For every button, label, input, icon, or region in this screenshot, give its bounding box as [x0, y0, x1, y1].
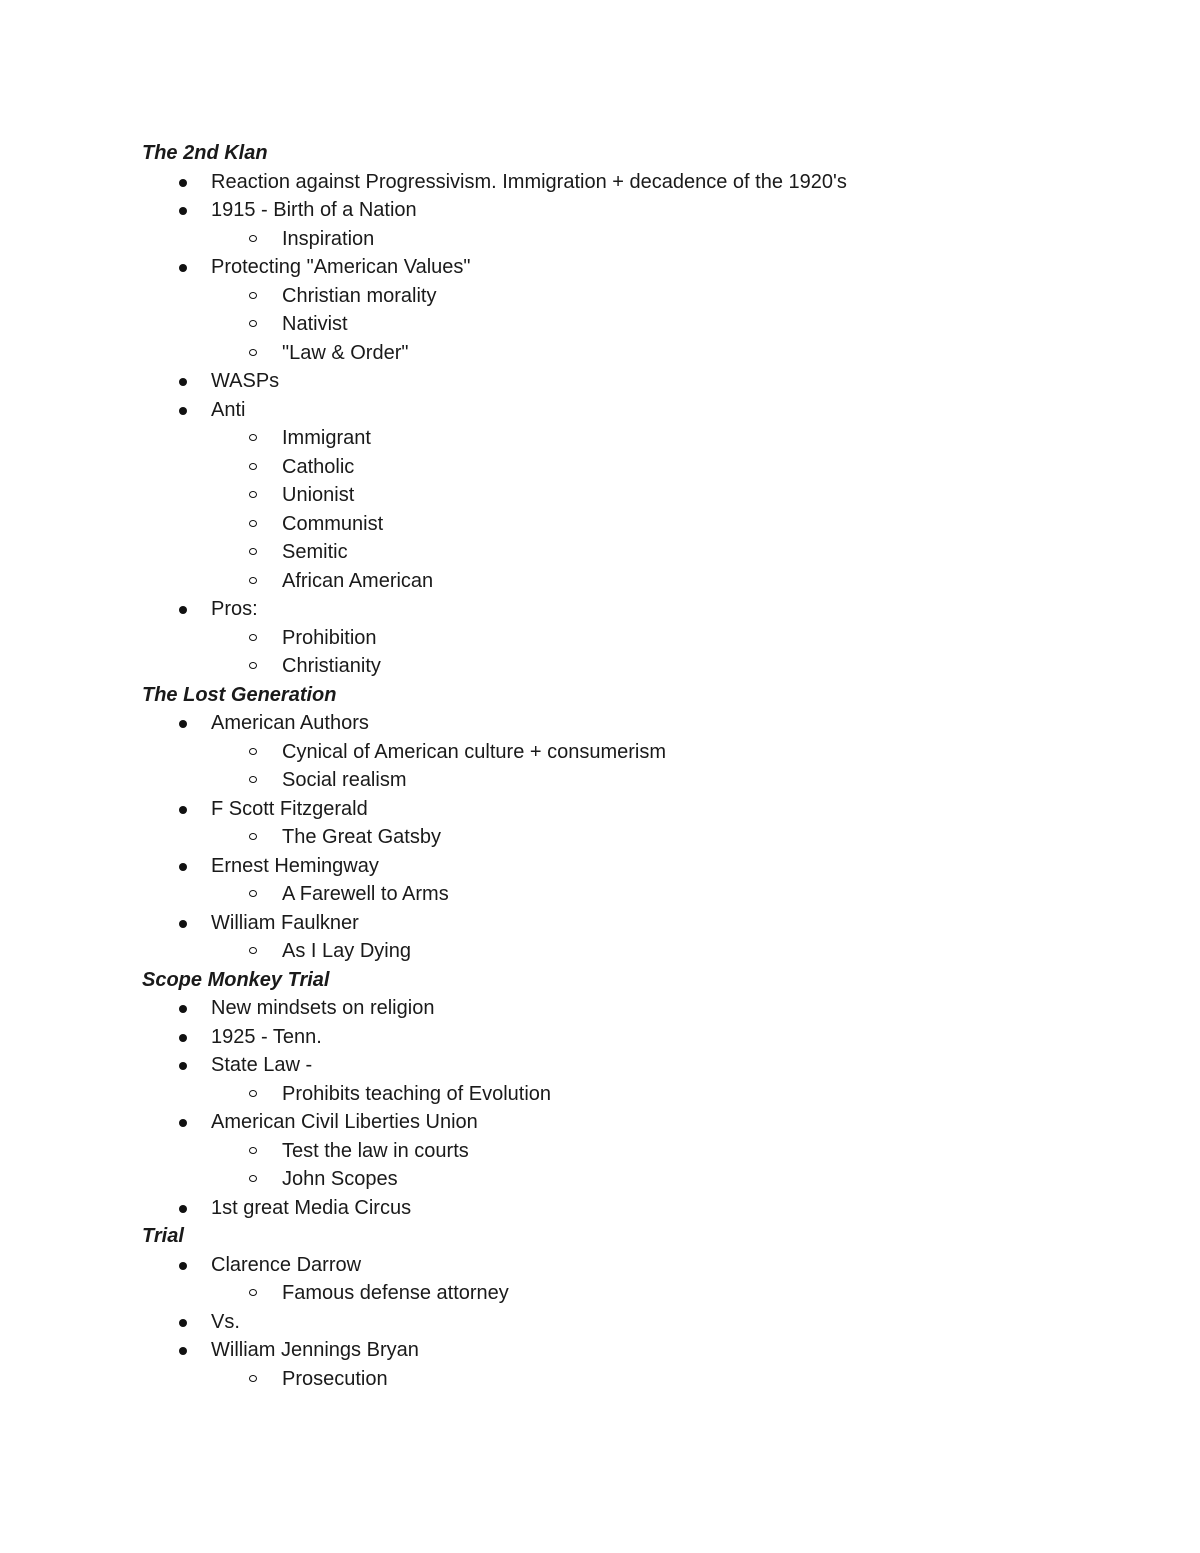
- list-item-text: 1st great Media Circus: [211, 1196, 412, 1219]
- list-item-row: [142, 1251, 1122, 1280]
- sub-list-item-text: Famous defense attorney: [282, 1282, 509, 1304]
- list-item-text: Protecting "American Values": [211, 256, 471, 278]
- sub-list-item-text: Social realism: [282, 769, 407, 791]
- sub-list-item-text: Inspiration: [282, 227, 375, 250]
- list-item: [142, 1308, 1122, 1337]
- sub-list-item-text: Semitic: [282, 541, 348, 563]
- sub-list-item-text: Prohibits teaching of Evolution: [282, 1082, 552, 1105]
- sub-bullet-list: [142, 282, 1122, 368]
- list-item-row: [142, 1308, 1122, 1337]
- hollow-bullet-icon: [249, 577, 257, 584]
- sub-list-item: [142, 1279, 1122, 1308]
- list-item-row: [142, 909, 1122, 938]
- list-item-text: American Authors: [211, 712, 369, 734]
- note-section: [142, 966, 1122, 1223]
- hollow-bullet-icon: [249, 434, 257, 441]
- hollow-bullet-icon: [249, 1147, 257, 1154]
- sub-list-item-text: A Farewell to Arms: [282, 883, 449, 905]
- hollow-bullet-icon: [249, 634, 257, 641]
- sub-list-item: [142, 339, 1122, 368]
- sub-list-item: [142, 481, 1122, 510]
- sub-list-item-text: Prosecution: [282, 1367, 388, 1390]
- filled-bullet-icon: [179, 407, 187, 415]
- list-item: [142, 909, 1122, 966]
- list-item: [142, 367, 1122, 396]
- list-item-row: [142, 1051, 1122, 1080]
- list-item: [142, 1251, 1122, 1308]
- filled-bullet-icon: [179, 1062, 187, 1070]
- list-item: [142, 994, 1122, 1023]
- sub-bullet-list: [142, 1080, 1122, 1109]
- sub-list-item: [142, 510, 1122, 539]
- sub-list-item-text: "Law & Order": [282, 341, 409, 364]
- list-item-row: [142, 1194, 1122, 1223]
- filled-bullet-icon: [179, 179, 187, 187]
- list-item-row: [142, 709, 1122, 738]
- hollow-bullet-icon: [249, 520, 257, 527]
- sub-list-item: [142, 453, 1122, 482]
- sub-bullet-list: [142, 1137, 1122, 1194]
- sub-list-item-text: As I Lay Dying: [282, 940, 411, 962]
- hollow-bullet-icon: [249, 548, 257, 555]
- list-item-text: Reaction against Progressivism. Immigration + decadence of the 1920's: [211, 170, 847, 193]
- sub-list-item-text: Unionist: [282, 484, 355, 506]
- sub-list-item: [142, 1137, 1122, 1166]
- hollow-bullet-icon: [249, 947, 257, 954]
- list-item-row: [142, 994, 1122, 1023]
- hollow-bullet-icon: [249, 491, 257, 498]
- sub-bullet-list: [142, 1279, 1122, 1308]
- list-item-text: Clarence Darrow: [211, 1253, 362, 1276]
- sub-list-item: [142, 880, 1122, 909]
- list-item-text: F Scott Fitzgerald: [211, 797, 368, 820]
- sub-list-item-text: Nativist: [282, 313, 348, 335]
- hollow-bullet-icon: [249, 320, 257, 327]
- list-item: [142, 1194, 1122, 1223]
- hollow-bullet-icon: [249, 292, 257, 299]
- sub-list-item-text: John Scopes: [282, 1168, 398, 1190]
- filled-bullet-icon: [179, 806, 187, 814]
- list-item-row: [142, 1108, 1122, 1137]
- sub-list-item-text: Cynical of American culture + consumerism: [282, 740, 667, 763]
- list-item-text: William Faulkner: [211, 911, 359, 934]
- sub-list-item-text: Test the law in courts: [282, 1139, 469, 1162]
- filled-bullet-icon: [179, 720, 187, 728]
- list-item: [142, 595, 1122, 681]
- note-section: [142, 681, 1122, 966]
- filled-bullet-icon: [179, 920, 187, 928]
- filled-bullet-icon: [179, 264, 187, 272]
- list-item: [142, 1051, 1122, 1108]
- list-item-text: New mindsets on religion: [211, 997, 435, 1019]
- list-item: [142, 852, 1122, 909]
- sub-list-item: [142, 738, 1122, 767]
- sub-list-item: [142, 624, 1122, 653]
- hollow-bullet-icon: [249, 463, 257, 470]
- list-item-row: [142, 253, 1122, 282]
- sub-list-item: [142, 1365, 1122, 1394]
- list-item-row: [142, 795, 1122, 824]
- hollow-bullet-icon: [249, 1175, 257, 1182]
- sub-list-item-text: Christianity: [282, 655, 381, 677]
- sub-list-item: [142, 823, 1122, 852]
- list-item: [142, 196, 1122, 253]
- list-item: [142, 1336, 1122, 1393]
- sub-bullet-list: [142, 1365, 1122, 1394]
- filled-bullet-icon: [179, 1119, 187, 1127]
- list-item-text: State Law -: [211, 1054, 313, 1076]
- sub-list-item: [142, 424, 1122, 453]
- sub-list-item-text: Immigrant: [282, 427, 371, 449]
- section-heading: The 2nd Klan: [142, 142, 268, 164]
- hollow-bullet-icon: [249, 1375, 257, 1382]
- filled-bullet-icon: [179, 207, 187, 215]
- sub-list-item-text: Prohibition: [282, 626, 377, 649]
- sub-list-item-text: The Great Gatsby: [282, 826, 441, 848]
- hollow-bullet-icon: [249, 1289, 257, 1296]
- sub-bullet-list: [142, 823, 1122, 852]
- hollow-bullet-icon: [249, 776, 257, 783]
- list-item-row: [142, 1336, 1122, 1365]
- bullet-list: [142, 1251, 1122, 1394]
- list-item-row: [142, 168, 1122, 197]
- hollow-bullet-icon: [249, 235, 257, 242]
- bullet-list: [142, 709, 1122, 966]
- list-item-row: [142, 396, 1122, 425]
- sub-list-item: [142, 567, 1122, 596]
- sub-list-item: [142, 766, 1122, 795]
- list-item-row: [142, 1023, 1122, 1052]
- list-item: [142, 709, 1122, 795]
- list-item-row: [142, 196, 1122, 225]
- sub-list-item: [142, 310, 1122, 339]
- sub-list-item: [142, 538, 1122, 567]
- bullet-list: [142, 168, 1122, 681]
- filled-bullet-icon: [179, 1005, 187, 1013]
- note-section: [142, 139, 1122, 681]
- filled-bullet-icon: [179, 1205, 187, 1213]
- sub-list-item-text: Christian morality: [282, 284, 437, 307]
- list-item: [142, 396, 1122, 596]
- filled-bullet-icon: [179, 863, 187, 871]
- filled-bullet-icon: [179, 1034, 187, 1042]
- sub-list-item: [142, 1080, 1122, 1109]
- document-body: [142, 139, 1122, 1393]
- sub-list-item: [142, 282, 1122, 311]
- hollow-bullet-icon: [249, 1090, 257, 1097]
- filled-bullet-icon: [179, 1262, 187, 1270]
- list-item-text: Anti: [211, 398, 246, 421]
- list-item-text: Ernest Hemingway: [211, 854, 379, 877]
- sub-bullet-list: [142, 424, 1122, 595]
- list-item-text: WASPs: [211, 370, 280, 392]
- filled-bullet-icon: [179, 1319, 187, 1327]
- filled-bullet-icon: [179, 606, 187, 614]
- list-item-text: William Jennings Bryan: [211, 1339, 419, 1361]
- hollow-bullet-icon: [249, 662, 257, 669]
- sub-bullet-list: [142, 880, 1122, 909]
- list-item: [142, 253, 1122, 367]
- list-item: [142, 168, 1122, 197]
- sub-list-item: [142, 1165, 1122, 1194]
- sub-bullet-list: [142, 225, 1122, 254]
- list-item-row: [142, 595, 1122, 624]
- filled-bullet-icon: [179, 1347, 187, 1355]
- bullet-list: [142, 994, 1122, 1222]
- sub-list-item-text: Catholic: [282, 455, 355, 478]
- section-heading: Scope Monkey Trial: [142, 968, 330, 991]
- hollow-bullet-icon: [249, 349, 257, 356]
- list-item-text: American Civil Liberties Union: [211, 1111, 478, 1133]
- sub-bullet-list: [142, 937, 1122, 966]
- sub-list-item: [142, 225, 1122, 254]
- note-section: [142, 1222, 1122, 1393]
- list-item-text: 1925 - Tenn.: [211, 1025, 322, 1048]
- sub-list-item: [142, 652, 1122, 681]
- sub-list-item: [142, 937, 1122, 966]
- list-item: [142, 1023, 1122, 1052]
- hollow-bullet-icon: [249, 833, 257, 840]
- sub-list-item-text: African American: [282, 569, 434, 592]
- section-heading: Trial: [142, 1225, 184, 1247]
- list-item-text: Vs.: [211, 1310, 240, 1333]
- list-item: [142, 795, 1122, 852]
- hollow-bullet-icon: [249, 890, 257, 897]
- section-heading: The Lost Generation: [142, 683, 337, 706]
- sub-bullet-list: [142, 738, 1122, 795]
- list-item-text: Pros:: [211, 598, 258, 620]
- list-item-text: 1915 - Birth of a Nation: [211, 199, 417, 221]
- list-item: [142, 1108, 1122, 1194]
- list-item-row: [142, 367, 1122, 396]
- list-item-row: [142, 852, 1122, 881]
- filled-bullet-icon: [179, 378, 187, 386]
- sub-bullet-list: [142, 624, 1122, 681]
- sub-list-item-text: Communist: [282, 512, 384, 535]
- hollow-bullet-icon: [249, 748, 257, 755]
